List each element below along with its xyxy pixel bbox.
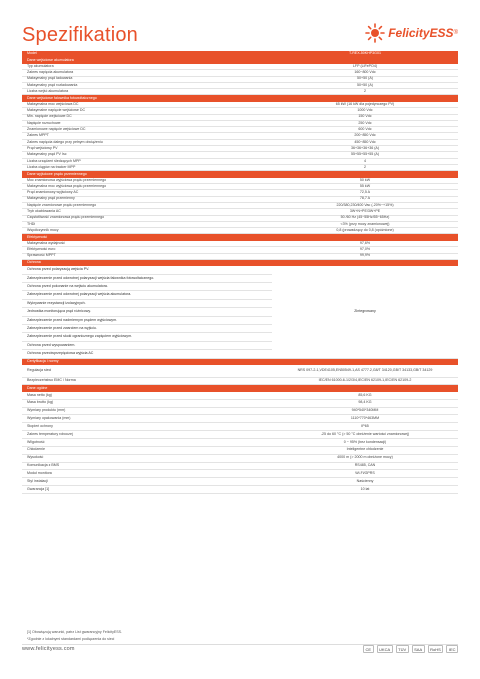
spec-row: [22, 431, 458, 439]
spec-label: Masa brutto (kg): [27, 400, 54, 405]
spec-label: THDi: [27, 221, 36, 226]
spec-label: Maksymalny prąd rozładowania: [27, 82, 78, 87]
spec-label: Wysokość: [27, 455, 44, 460]
spec-value: 4000 m (> 2000 m obniżone mocy): [337, 455, 393, 460]
spec-label: Efektywność euro: [27, 247, 56, 252]
spec-label: Napięcie rozruchowe: [27, 120, 61, 125]
page-title: Spezifikation: [22, 24, 138, 46]
spec-label: Komunikacja z BMS: [27, 463, 60, 468]
spec-value: 72,5 A: [359, 190, 371, 195]
spec-row: [22, 470, 458, 478]
protection-value: Zintegrowany: [272, 266, 458, 358]
protection-item: Zabezpieczenie przed skoki ogranicznego zapięciem wyjściowym.: [22, 333, 272, 341]
certification-logo: IEC: [446, 645, 458, 653]
protection-item: Zabezpieczenie przed zwarciem na wyjściu.: [22, 325, 272, 333]
spec-value: 65 kW (16 kW dla pojedynczego PV): [335, 101, 395, 106]
protection-item: Ochrona przed polaryzacją wejścia PV.: [22, 266, 272, 274]
spec-row: [22, 486, 458, 494]
spec-value: 1000 Vdc: [357, 108, 373, 113]
spec-value: 55 kW: [359, 183, 371, 188]
spec-value: RS485, CAN: [354, 463, 376, 468]
spec-label: Współczynnik mocy: [27, 227, 59, 232]
model-value: T-REX-50KHP3G01: [349, 51, 381, 56]
spec-value: 2: [364, 164, 366, 169]
spec-label: Tryb okablowania AC: [27, 209, 61, 214]
spec-label: Prąd wejściowy PV: [27, 145, 58, 150]
spec-label: Moc znamionowa wyjściowa prądu przemiennego: [27, 177, 107, 182]
spec-label: Maksymalny prąd PV Isc: [27, 152, 67, 157]
spec-value: 98,4 KG: [358, 400, 372, 405]
spec-value: 50+50 (A): [357, 82, 373, 87]
spec-value: 97,6%: [359, 240, 371, 245]
spec-label: Zakres MPPT: [27, 133, 49, 138]
spec-value: 600 Vdc: [358, 127, 372, 132]
spec-value: 36+36+36+36 (A): [350, 145, 380, 150]
spec-value: 450~850 Vdc: [354, 139, 376, 144]
spec-row: [22, 455, 458, 463]
footnote: [1] Obowiązują warunki, patrz List gwarancyjny FelicityESS.: [27, 630, 123, 634]
spec-value: 97,0%: [359, 247, 371, 252]
section-header: Dane wejściowe akumulatora: [22, 58, 458, 65]
spec-value: 220/380,230/400 Vac (-20%~+15%): [336, 202, 394, 207]
spec-value: IP65: [361, 423, 369, 428]
spec-label: Gwarancja [1]: [27, 486, 50, 491]
section-header: Ochrona: [22, 260, 458, 267]
spec-value: 78,7 A: [359, 196, 371, 201]
spec-label: Stopień ochrony: [27, 423, 53, 428]
section-header: Dane wejściowe falownika fotowoltaicznego: [22, 95, 458, 102]
spec-value: -25 do 60 °C (> 50 °C obniżenie wartości znamionowej): [320, 431, 410, 436]
spec-label: Masa netto (kg): [27, 392, 52, 397]
spec-label: Liczba wejść akumulatora: [27, 89, 69, 94]
spec-value: 0 ~ 95% (bez kondensacji): [343, 439, 387, 444]
certification-logo: TÜV: [396, 645, 409, 653]
spec-label: Maksymalna moc wejściowa DC: [27, 101, 79, 106]
brand-logo: [365, 20, 458, 46]
spec-value: Inteligentne chłodzenie: [346, 447, 384, 452]
section-header: Efektywność: [22, 234, 458, 241]
spec-label: Zakres napięcia akumulatora: [27, 70, 74, 75]
spec-label: Maksymalny prąd przemienny: [27, 196, 75, 201]
model-label: Model: [27, 51, 37, 56]
spec-label: Znamionowe napięcie wejściowe DC: [27, 127, 86, 132]
spec-table: [22, 51, 458, 494]
spec-value: Wi-Fi/GPRS: [355, 470, 375, 475]
spec-value: 250 Vdc: [358, 120, 372, 125]
registered-mark: ®: [453, 30, 458, 36]
spec-value: 0,8 (prowadzący do 0,8 (opóźnione): [336, 227, 394, 232]
spec-label: Wymiary produktu (mm): [27, 408, 66, 413]
spec-label: Chłodzenie: [27, 447, 45, 452]
spec-value: 4: [364, 158, 366, 163]
spec-value: 50+50 (A): [357, 76, 373, 81]
spec-label: Sprawność MPPT: [27, 253, 56, 258]
spec-label: Maksymalne napięcie wejściowe DC: [27, 108, 86, 113]
certification-logo: RoHS: [428, 645, 444, 653]
spec-label: Maksymalna wydajność: [27, 240, 65, 245]
certification-logo: UKCA: [377, 645, 393, 653]
brand-logo-text: FelicityESS: [388, 26, 454, 40]
spec-value: 3W+N+PE/3W+PE: [349, 209, 381, 214]
spec-label: Moduł monitora: [27, 470, 52, 475]
spec-value: 50 /60 Hz (45~55Hz/55~65Hz): [340, 215, 390, 220]
protection-item: Zabezpieczenie przed odwrotnej polaryzacji wejścia falownika fotowoltaicznego.: [22, 275, 272, 283]
spec-value: 150 Vdc: [358, 114, 372, 119]
spec-value: 1110*770*463MM: [350, 416, 380, 421]
spec-label: Liczba urządzeń śledzących MPP: [27, 158, 81, 163]
certification-logo: SAA: [412, 645, 425, 653]
spec-row: [22, 378, 458, 385]
spec-row: [22, 463, 458, 471]
protection-item: Wykrywanie rezystancji izolacyjnych.: [22, 300, 272, 308]
section-header: Dane wyjściowe prądu przemiennego: [22, 171, 458, 178]
protection-list: [22, 266, 272, 358]
spec-row: [22, 447, 458, 455]
felicity-sun-icon: [365, 23, 385, 43]
protection-item: Ochrona przed wyspowaniem.: [22, 342, 272, 350]
spec-row: [22, 439, 458, 447]
spec-row: [22, 408, 458, 416]
spec-label: Zakres temperatury roboczej: [27, 431, 73, 436]
protection-item: Zabezpieczenie przed odwrotnej polaryzacji wejścia akumulatora.: [22, 291, 272, 299]
spec-label: Liczba ciągów na tracker MPP: [27, 164, 76, 169]
spec-label: Typ akumulatora: [27, 63, 54, 68]
spec-value: 2: [364, 89, 366, 94]
spec-value: <3% (przy mocy znamionowej): [340, 221, 390, 226]
spec-label: Prąd znamionowy wyjściowy AC: [27, 190, 79, 195]
footnote: *Zgodnie z lokalnymi standardami podłączenia do sieci: [27, 637, 115, 641]
spec-value: 160~800 Vdc: [354, 70, 376, 75]
spec-value: IEC/EN 61000-6-1/2/3/4,IEC/EN 62109-1,IEC/EN 62109-2: [318, 378, 412, 383]
spec-value: 99,9%: [359, 253, 371, 258]
spec-label: Maksymalna moc wyjściowa prądu przemiennego: [27, 183, 107, 188]
protection-item: Ochrona przeciwprzepięciowa wyjścia AC: [22, 350, 272, 358]
spec-value: 85,6 KG: [358, 392, 372, 397]
spec-value: 50 kW: [359, 177, 371, 182]
spec-row: [22, 392, 458, 400]
section-header: Certyfikacja i normy: [22, 359, 458, 366]
spec-label: Regulacja sieci: [27, 368, 52, 373]
section-header: Dane ogólne: [22, 385, 458, 392]
protection-item: Jednostka monitorująca prąd różnicowy.: [22, 308, 272, 316]
spec-label: Wilgotność: [27, 439, 45, 444]
protection-item: Ochrona przed pokonanie na wejściu akumulatora.: [22, 283, 272, 291]
spec-value: NRS 097-2-1,VDE4105,EN50549-1,AS 4777.2,G8/T 34120,GB/T 34133,GB/T 34129: [297, 368, 433, 373]
spec-row: [22, 423, 458, 431]
spec-label: Styl instalacji: [27, 478, 48, 483]
spec-label: Bezpieczeństwo EMC / Norma: [27, 378, 76, 383]
page-header: [0, 0, 480, 56]
certification-logo: CE: [363, 645, 374, 653]
spec-value: Naścienny: [356, 478, 374, 483]
spec-row: [22, 400, 458, 408]
spec-row: [22, 478, 458, 486]
spec-label: Wymiary opakowania (mm): [27, 416, 71, 421]
spec-label: Min. napięcie wejściowe DC: [27, 114, 72, 119]
footer-url[interactable]: www.felicityess.com: [22, 646, 75, 652]
spec-label: Częstotliwość znamionowa prądu przemiennego: [27, 215, 105, 220]
spec-value: 940*540*340MM: [351, 408, 379, 413]
spec-value: 55+55+55+55 (A): [350, 152, 380, 157]
spec-label: Zakres napięcia dalego przy pełnym obciążeniu: [27, 139, 103, 144]
certification-logos: [363, 645, 458, 653]
spec-label: Napięcie znamionowe prądu przemiennego: [27, 202, 97, 207]
spec-value: LFP (LiFePO4): [352, 63, 378, 68]
spec-row: [22, 365, 458, 378]
protection-item: Zabezpieczenie przed nadmiernym prądem wyjściowym.: [22, 317, 272, 325]
spec-value: 10 lat: [360, 486, 370, 491]
spec-row: [22, 415, 458, 423]
footnotes: [27, 629, 122, 643]
protection-block: [22, 266, 458, 358]
spec-label: Maksymalny prąd ładowania: [27, 76, 73, 81]
spec-value: 200~850 Vdc: [354, 133, 376, 138]
